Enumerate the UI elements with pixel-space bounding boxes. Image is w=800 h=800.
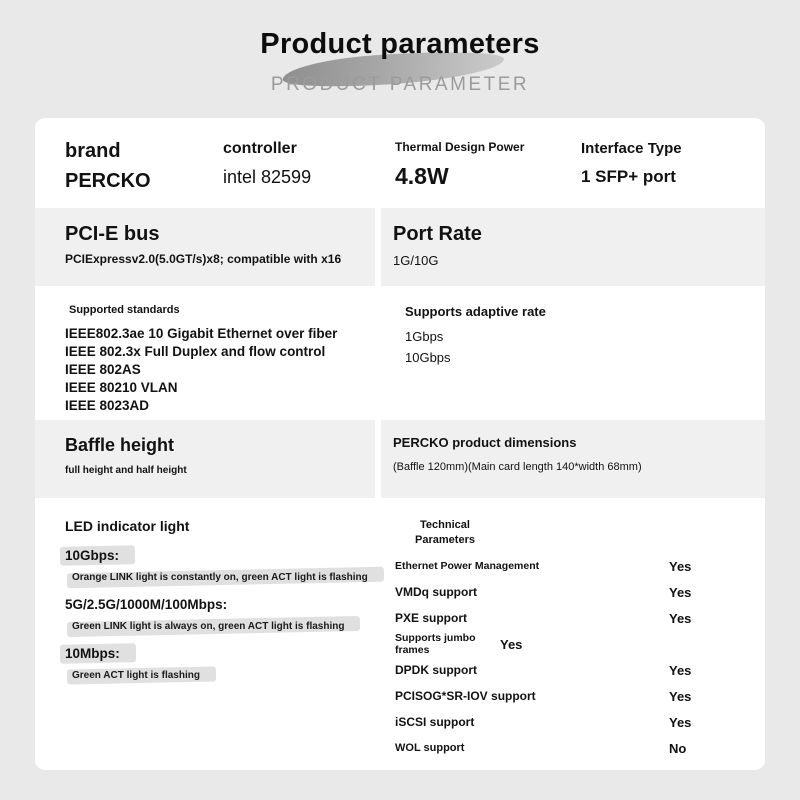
led-speed: 10Mbps: [65, 646, 120, 661]
pcie-bus-title: PCI-E bus [65, 223, 160, 245]
page-header [0, 0, 800, 118]
table-row [395, 605, 727, 631]
supported-standards-heading: Supported standards [69, 304, 180, 316]
adaptive-rate-heading: Supports adaptive rate [405, 304, 546, 319]
supported-standards-block [65, 304, 393, 420]
tdp-label: Thermal Design Power [395, 140, 525, 154]
standards-section [35, 286, 765, 420]
tech-row-value: Yes [669, 714, 692, 730]
led-description: Orange LINK light is constantly on, green ACT light is flashing [72, 572, 368, 583]
tech-row-label: iSCSI support [395, 715, 475, 729]
baffle-height-title: Baffle height [65, 435, 175, 455]
tech-row-label: DPDK support [395, 663, 477, 677]
baffle-height-band [35, 420, 375, 498]
led-speed: 10Gbps: [65, 548, 120, 563]
table-row [395, 683, 727, 709]
led-entry [65, 547, 395, 583]
led-heading: LED indicator light [65, 518, 190, 534]
technical-parameters-heading [395, 518, 495, 548]
baffle-height-detail: full height and half height [65, 465, 187, 476]
product-dimensions-title: PERCKO product dimensions [393, 435, 577, 450]
technical-parameters-heading-line1: Technical [420, 519, 470, 531]
technical-parameters-block [395, 518, 765, 770]
led-entry [65, 645, 395, 681]
standard-item: IEEE 8023AD [65, 398, 150, 413]
pcie-bus-band [35, 208, 375, 286]
tech-row-value: Yes [669, 558, 692, 574]
standard-item: IEEE 80210 VLAN [65, 380, 178, 395]
tech-row-value: Yes [669, 662, 692, 678]
interface-type-value: 1 SFP+ port [581, 167, 676, 186]
bus-band-row [35, 208, 765, 286]
pcie-bus-detail: PCIExpressv2.0(5.0GT/s)x8; compatible with x16 [65, 252, 342, 266]
tech-row-value: Yes [669, 584, 692, 600]
page-subtitle: PRODUCT PARAMETER [270, 74, 530, 95]
product-dimensions-band [381, 420, 765, 498]
supported-standards-list [65, 325, 393, 415]
tech-row-value: Yes [669, 610, 692, 626]
product-dimensions-detail: (Baffle 120mm)(Main card length 140*width 68mm) [393, 461, 642, 473]
table-row [395, 579, 727, 605]
tech-row-label: Ethernet Power Management [395, 560, 540, 572]
tech-row-value: No [669, 740, 687, 756]
tech-row-label: WOL support [395, 742, 465, 754]
standard-item: IEEE802.3ae 10 Gigabit Ethernet over fiber [65, 326, 338, 341]
top-spec-row [35, 118, 765, 208]
brand-cell [65, 140, 223, 208]
tech-row-label: Supports jumbo frames [395, 632, 476, 656]
technical-parameters-heading-line2: Parameters [415, 534, 475, 546]
port-rate-band [381, 208, 765, 286]
tdp-value: 4.8W [395, 163, 449, 189]
tech-row-value: Yes [669, 688, 692, 704]
port-rate-title: Port Rate [393, 223, 482, 245]
tech-row-value: Yes [500, 636, 523, 652]
spec-card [35, 118, 765, 770]
table-row [395, 631, 727, 657]
table-row [395, 553, 727, 579]
led-description: Green ACT light is flashing [72, 670, 200, 681]
adaptive-rate-list [405, 326, 765, 368]
tech-row-label: PXE support [395, 611, 468, 625]
adaptive-rate-item: 10Gbps [405, 350, 451, 365]
table-row [395, 657, 727, 683]
adaptive-rate-block [393, 304, 765, 420]
tdp-cell [395, 140, 581, 208]
port-rate-value: 1G/10G [393, 253, 439, 268]
controller-label: controller [223, 140, 297, 157]
led-entry [65, 596, 395, 632]
led-indicator-block [65, 518, 395, 770]
controller-value: intel 82599 [223, 167, 312, 187]
controller-cell [223, 140, 395, 208]
bottom-section [35, 498, 765, 770]
adaptive-rate-item: 1Gbps [405, 329, 444, 344]
table-row [395, 735, 727, 761]
tech-row-label: VMDq support [395, 585, 477, 599]
led-speed: 5G/2.5G/1000M/100Mbps: [65, 597, 228, 612]
standard-item: IEEE 802.3x Full Duplex and flow control [65, 344, 326, 359]
led-description: Green LINK light is always on, green ACT light is flashing [72, 621, 345, 632]
table-row [395, 709, 727, 735]
brand-value: PERCKO [65, 170, 151, 192]
interface-type-cell [581, 140, 765, 208]
standard-item: IEEE 802AS [65, 362, 141, 377]
tech-row-label: PCISOG*SR-IOV support [395, 689, 536, 703]
page-title: Product parameters [260, 28, 540, 60]
baffle-band-row [35, 420, 765, 498]
interface-type-label: Interface Type [581, 140, 682, 157]
brand-label: brand [65, 140, 121, 162]
